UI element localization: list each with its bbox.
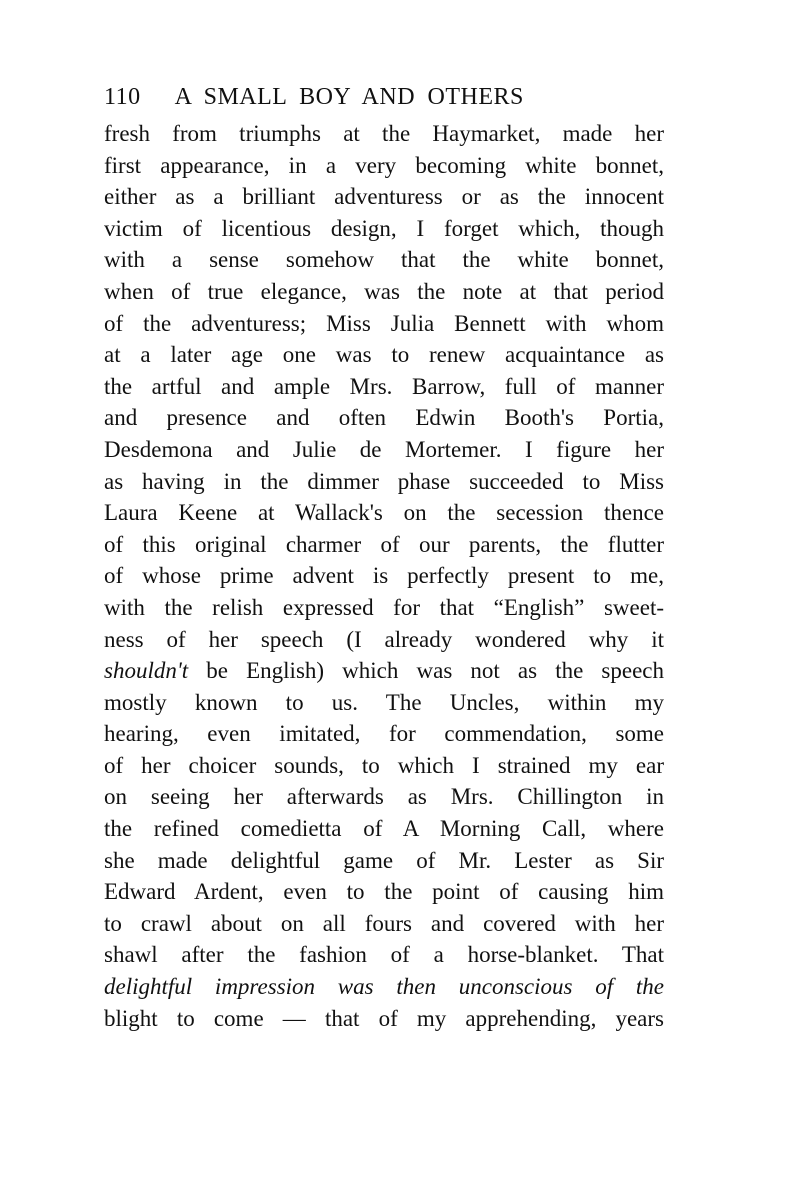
book-title: A SMALL BOY AND OTHERS	[174, 84, 524, 110]
italic-delightful-impression: delightful impression was then unconscious of the	[104, 974, 664, 1000]
text-line-10: and presence and often Edwin Booth's Portia,	[104, 405, 664, 431]
text-line-18-rest: be English) which was not as the speech	[188, 658, 664, 684]
text-line-27: shawl after the fashion of a horse-blanket. That	[104, 942, 664, 968]
text-line-4: victim of licentious design, I forget which, though	[104, 215, 664, 241]
body-text	[104, 118, 664, 1034]
text-line-28	[104, 971, 664, 1003]
text-line-15: of whose prime advent is perfectly present to me,	[104, 563, 664, 589]
text-line-23: the refined comedietta of A Morning Call, where	[104, 816, 664, 842]
text-line-22: on seeing her afterwards as Mrs. Chillington in	[104, 784, 664, 810]
italic-shouldnt: shouldn't	[104, 658, 189, 684]
text-line-11: Desdemona and Julie de Mortemer. I figure her	[104, 436, 664, 462]
text-line-14: of this original charmer of our parents, the flutter	[104, 531, 664, 557]
text-line-12: as having in the dimmer phase succeeded to Miss	[104, 468, 664, 494]
text-line-18	[104, 655, 664, 687]
text-line-8: at a later age one was to renew acquaintance as	[104, 342, 664, 368]
text-line-9: the artful and ample Mrs. Barrow, full of manner	[104, 373, 664, 399]
text-line-3: either as a brilliant adventuress or as the innocent	[104, 184, 664, 210]
text-line-25: Edward Ardent, even to the point of causing him	[104, 879, 664, 905]
text-line-1: fresh from triumphs at the Haymarket, made her	[104, 121, 664, 146]
text-line-29: blight to come — that of my apprehending, years	[104, 1005, 664, 1031]
text-line-21: of her choicer sounds, to which I strained my ear	[104, 752, 664, 778]
text-line-17: ness of her speech (I already wondered why it	[104, 626, 664, 652]
book-page	[104, 82, 664, 1034]
running-head	[104, 82, 664, 118]
text-line-20: hearing, even imitated, for commendation, some	[104, 721, 664, 747]
text-line-13: Laura Keene at Wallack's on the secession thence	[104, 500, 664, 526]
text-line-16: with the relish expressed for that “English” sweet-	[104, 594, 664, 620]
text-line-24: she made delightful game of Mr. Lester as Sir	[104, 847, 664, 873]
page-number: 110	[104, 84, 141, 110]
text-line-6: when of true elegance, was the note at that period	[104, 278, 664, 304]
text-line-5: with a sense somehow that the white bonnet,	[104, 247, 664, 273]
text-line-19: mostly known to us. The Uncles, within my	[104, 689, 664, 715]
text-line-7: of the adventuress; Miss Julia Bennett with whom	[104, 310, 664, 336]
text-line-26: to crawl about on all fours and covered with her	[104, 910, 664, 936]
text-line-2: first appearance, in a very becoming white bonnet,	[104, 152, 664, 178]
